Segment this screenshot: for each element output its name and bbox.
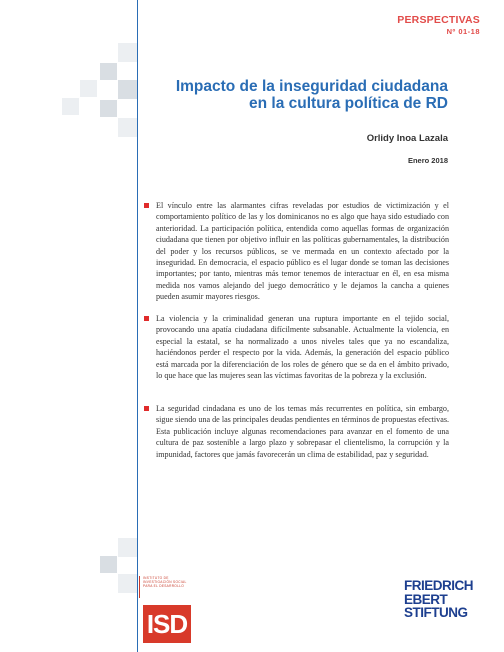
fes-logo [404,579,482,620]
vertical-rule [137,0,138,652]
decor-square [100,63,117,80]
paragraph-1 [156,200,449,303]
decor-square [80,80,97,97]
paragraph-text: La violencia y la criminalidad generan una ruptura importante en el tejido social, provocando una apatía ciudadana difícilmente subsanable. Actualmente la violencia, en especial la estatal, se ha normalizado a unos niveles tales que ya no escandaliza, haciéndonos perder el respecto por la vida. Además, la generación del espacio público está marcada por la diferenciación de los roles de género que se da en el ámbito privado, lo que hace que las mujeres sean las víctimas favoritas de la pobreza y la exclusión. [156,314,449,381]
fes-logo-line-2: EBERT [404,591,448,607]
isd-logo-mark: ISD [143,605,191,643]
bullet-square-icon [144,406,149,411]
isd-logo-bar [139,576,140,598]
document-title [148,78,448,112]
series-label [397,14,480,36]
series-number: Nº 01-18 [446,27,480,36]
decor-square [62,98,79,115]
paragraph-text: El vínculo entre las alarmantes cifras reveladas por estudios de victimización y el comportamiento político de las y los dominicanos no es algo que haya sido estudiado con anterioridad. La participación política, entendida como aquellas formas de organización ciudadana que tienen por objetivo influir en las políticas gubernamentales, la distribución del poder y los recursos públicos, se ve mermada en un contexto afectado por la inseguridad. En democracia, el espacio público es el lugar donde se toman las decisiones importantes; por tanto, mientras más temor tenemos de interactuar en él, en esa misma medida nos vamos alejando del juego democrático y le dejamos la cancha a quienes pueden asumir mayores riesgos. [156,201,449,302]
decor-square [118,80,137,99]
bullet-square-icon [144,203,149,208]
decor-square [118,574,137,593]
fes-logo-line-3: STIFTUNG [404,605,468,620]
bullet-square-icon [144,316,149,321]
author-name: Orlidy Inoa Lazala [366,133,448,144]
decor-square [118,43,137,62]
decor-square [118,538,137,557]
fes-logo-line-1: FRIEDRICH [404,578,473,593]
series-name: PERSPECTIVAS [397,14,480,26]
isd-logo-text: INSTITUTO DE INVESTIGACIÓN SOCIAL PARA EL DESARROLLO [143,576,187,589]
title-line-1: Impacto de la inseguridad ciudadana [175,78,448,95]
paragraph-3 [156,403,449,460]
decor-square [118,118,137,137]
paragraph-text: La seguridad cindadana es uno de los temas más recurrentes en política, sin embargo, sigue siendo una de las principales deudas pendientes en términos de propuestas efectivas. Esta publicación incluye algunas recomendaciones para avanzar en el fomento de una cultura de paz sostenible a largo plazo y sobrepasar el clientelismo, la corrupción y la impunidad, factores que jamás favorecerán un clima de estabilidad, paz y seguridad. [156,404,449,459]
paragraph-2 [156,313,449,381]
decor-square [100,556,117,573]
decor-square [100,100,117,117]
isd-logo [139,576,203,646]
title-line-2: en la cultura política de RD [249,95,448,112]
publication-date: Enero 2018 [407,156,448,165]
